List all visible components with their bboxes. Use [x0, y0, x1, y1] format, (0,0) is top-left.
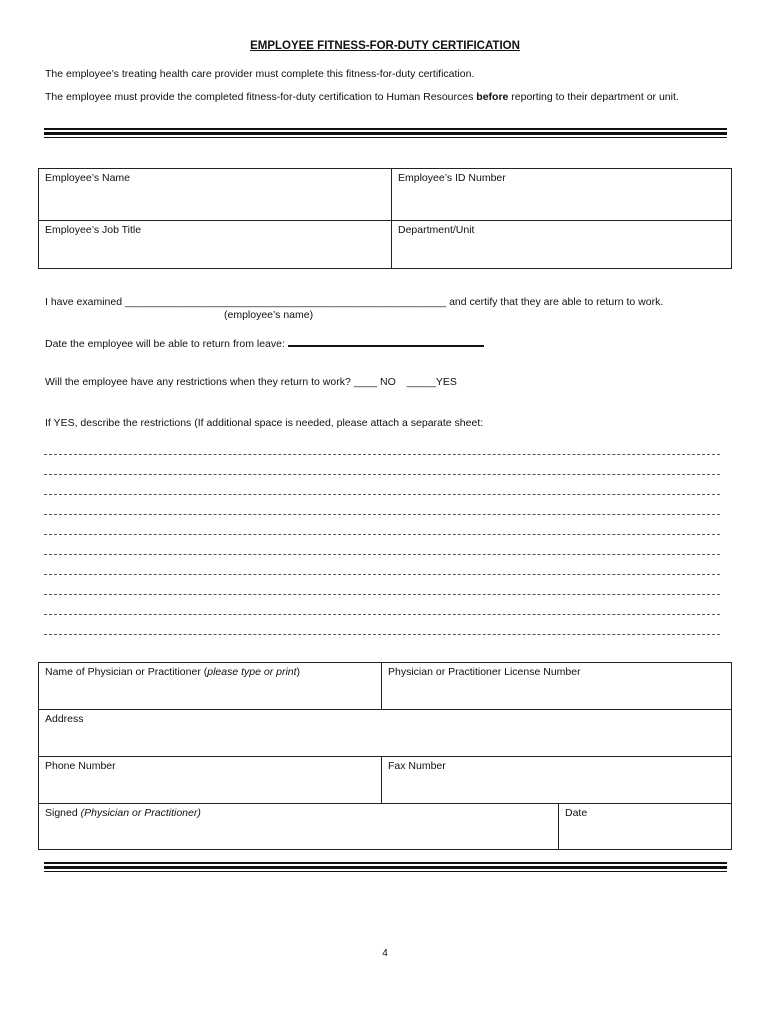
license-number-field[interactable] — [382, 663, 732, 710]
return-date-label: Date the employee will be able to return from leave: — [45, 338, 288, 350]
page-number: 4 — [382, 948, 388, 959]
intro-2-bold: before — [476, 91, 509, 103]
top-divider — [44, 128, 727, 138]
restriction-line[interactable] — [44, 554, 720, 556]
restriction-line[interactable] — [44, 474, 720, 476]
yes-blank[interactable]: _____ — [406, 376, 436, 388]
employee-name-caption: (employee’s name) — [224, 309, 314, 321]
address-label: Address — [45, 713, 84, 725]
fax-label: Fax Number — [388, 760, 446, 772]
restriction-line[interactable] — [44, 594, 720, 596]
provider-name-field[interactable] — [39, 663, 382, 710]
provider-info-table — [38, 662, 732, 850]
restriction-line[interactable] — [44, 514, 720, 516]
provider-name-label-end: ) — [296, 666, 301, 678]
intro-2-text-start: The employee must provide the completed fitness-for-duty certification to Human Resources — [45, 91, 477, 103]
employee-name-label: Employee’s Name — [45, 172, 131, 184]
signature-date-field[interactable] — [559, 804, 732, 850]
signed-label-em: (Physician or Practitioner) — [80, 807, 201, 819]
restriction-line[interactable] — [44, 614, 720, 616]
restriction-line[interactable] — [44, 454, 720, 456]
examined-statement — [45, 296, 663, 308]
intro-paragraph-1: The employee’s treating health care provider must complete this fitness-for-duty certification. — [45, 68, 475, 80]
address-field[interactable] — [39, 710, 732, 757]
provider-name-label-start: Name of Physician or Practitioner ( — [45, 666, 208, 678]
yes-label: YES — [435, 376, 457, 388]
intro-paragraph-2 — [45, 90, 725, 104]
form-title: EMPLOYEE FITNESS-FOR-DUTY CERTIFICATION — [250, 40, 520, 52]
department-field[interactable] — [392, 221, 732, 269]
bottom-divider — [44, 862, 727, 872]
phone-label: Phone Number — [45, 760, 116, 772]
signature-field[interactable] — [39, 804, 559, 850]
restriction-line[interactable] — [44, 534, 720, 536]
examined-post: and certify that they are able to return to work. — [446, 296, 664, 308]
examined-pre: I have examined — [45, 296, 125, 308]
employee-id-label: Employee’s ID Number — [398, 172, 506, 184]
examined-employee-blank[interactable]: _______________________________________________________ — [124, 296, 447, 308]
restrictions-describe: If YES, describe the restrictions (If additional space is needed, please attach a separate sheet: — [45, 417, 484, 429]
employee-info-table — [38, 168, 732, 269]
job-title-label: Employee’s Job Title — [45, 224, 142, 236]
provider-name-label-em: please type or print — [207, 666, 297, 678]
return-date-row — [45, 336, 484, 350]
license-number-label: Physician or Practitioner License Number — [388, 666, 581, 678]
department-label: Department/Unit — [398, 224, 475, 236]
phone-field[interactable] — [39, 757, 382, 804]
employee-id-field[interactable] — [392, 169, 732, 221]
restrictions-question-text: Will the employee have any restrictions when they return to work? ____ NO — [45, 376, 396, 388]
restriction-line[interactable] — [44, 634, 720, 636]
intro-2-text-end: reporting to their department or unit. — [508, 91, 679, 103]
restriction-line[interactable] — [44, 574, 720, 576]
job-title-field[interactable] — [39, 221, 392, 269]
restrictions-question — [45, 376, 457, 388]
signed-label: Signed — [45, 807, 81, 819]
fax-field[interactable] — [382, 757, 732, 804]
employee-name-field[interactable] — [39, 169, 392, 221]
signature-date-label: Date — [565, 807, 588, 819]
restriction-line[interactable] — [44, 494, 720, 496]
return-date-blank[interactable] — [288, 336, 484, 347]
